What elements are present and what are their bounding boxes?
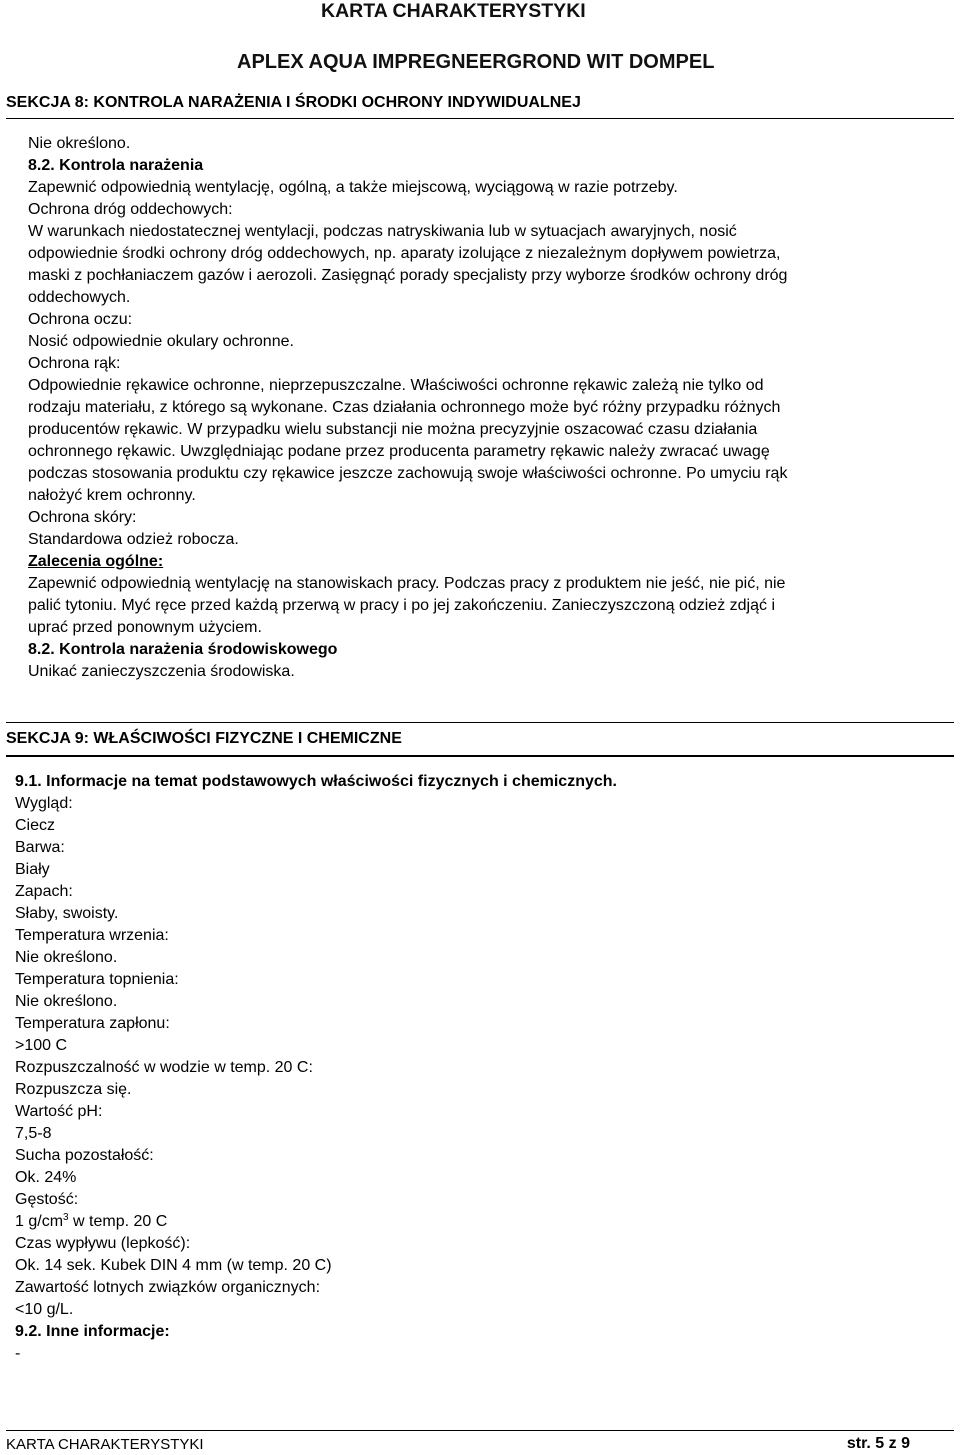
field-value: 7,5-8 xyxy=(15,1125,52,1142)
section-9-top-divider xyxy=(6,722,954,723)
page-number: str. 5 z 9 xyxy=(846,1435,910,1452)
subsection-heading: 9.1. Informacje na temat podstawowych właściwości fizycznych i chemicznych. xyxy=(15,773,617,790)
field-label: Ochrona rąk: xyxy=(28,355,121,372)
section-8-body xyxy=(28,133,950,683)
field-value: Słaby, swoisty. xyxy=(15,905,119,922)
section-8-divider xyxy=(6,118,954,119)
field-label: Temperatura zapłonu: xyxy=(15,1015,170,1032)
document-title: KARTA CHARAKTERYSTYKI xyxy=(321,0,586,22)
subsection-heading: 9.2. Inne informacje: xyxy=(15,1323,170,1340)
section-9-divider xyxy=(6,755,954,757)
text-line: ochronnego rękawic. Uwzględniając podane przez producenta parametry rękawic należy zwracać uwagę xyxy=(28,443,770,460)
field-value: Rozpuszcza się. xyxy=(15,1081,132,1098)
text-line: Standardowa odzież robocza. xyxy=(28,531,239,548)
field-label: Gęstość: xyxy=(15,1191,79,1208)
text-line: Nosić odpowiednie okulary ochronne. xyxy=(28,333,294,350)
density-value: 1 g/cm xyxy=(15,1213,64,1230)
text-line: oddechowych. xyxy=(28,289,131,306)
footer-title: KARTA CHARAKTERYSTYKI xyxy=(6,1436,204,1453)
text-line: Zapewnić odpowiednią wentylację na stanowiskach pracy. Podczas pracy z produktem nie jeść, nie pić, nie xyxy=(28,575,786,592)
field-label: Wygląd: xyxy=(15,795,73,812)
field-value xyxy=(15,1211,935,1233)
field-label: Zapach: xyxy=(15,883,73,900)
text-line: palić tytoniu. Myć ręce przed każdą przerwą w pracy i po jej zakończeniu. Zanieczyszczoną odzież zdjąć i xyxy=(28,597,775,614)
field-value: Nie określono. xyxy=(15,993,118,1010)
field-value: Biały xyxy=(15,861,50,878)
text-line: nałożyć krem ochronny. xyxy=(28,487,196,504)
text-line: Unikać zanieczyszczenia środowiska. xyxy=(28,663,295,680)
field-value: - xyxy=(15,1345,21,1362)
text-line: Zapewnić odpowiednią wentylację, ogólną, a także miejscową, wyciągową w razie potrzeby. xyxy=(28,179,678,196)
density-temperature: w temp. 20 C xyxy=(68,1213,168,1230)
field-value: Ok. 24% xyxy=(15,1169,77,1186)
section-9-body xyxy=(15,771,935,1365)
subsection-heading: Zalecenia ogólne: xyxy=(28,553,164,570)
text-line: uprać przed ponownym użyciem. xyxy=(28,619,262,636)
field-label: Rozpuszczalność w wodzie w temp. 20 C: xyxy=(15,1059,313,1076)
field-label: Ochrona skóry: xyxy=(28,509,137,526)
field-label: Temperatura topnienia: xyxy=(15,971,179,988)
text-line: maski z pochłaniaczem gazów i aerozoli. Zasięgnąć porady specjalisty przy wyborze środków ochrony dróg xyxy=(28,267,788,284)
field-label: Ochrona oczu: xyxy=(28,311,133,328)
field-label: Temperatura wrzenia: xyxy=(15,927,169,944)
footer-divider xyxy=(6,1430,954,1431)
text-line: producentów rękawic. W przypadku wielu substancji nie można precyzyjnie oszacować czasu działania xyxy=(28,421,758,438)
field-label: Wartość pH: xyxy=(15,1103,103,1120)
subsection-heading: 8.2. Kontrola narażenia xyxy=(28,157,204,174)
text-line: podczas stosowania produktu czy rękawice jeszcze zachowują swoje właściwości ochronne. Po umyciu rąk xyxy=(28,465,788,482)
field-label: Ochrona dróg oddechowych: xyxy=(28,201,233,218)
field-label: Czas wypływu (lepkość): xyxy=(15,1235,191,1252)
subsection-heading: 8.2. Kontrola narażenia środowiskowego xyxy=(28,641,338,658)
text-line: Odpowiednie rękawice ochronne, nieprzepuszczalne. Właściwości ochronne rękawic zależą nie tylko od xyxy=(28,377,764,394)
field-label: Barwa: xyxy=(15,839,65,856)
product-name: APLEX AQUA IMPREGNEERGROND WIT DOMPEL xyxy=(237,51,715,73)
field-value: <10 g/L. xyxy=(15,1301,74,1318)
text-line: rodzaju materiału, z którego są wykonane. Czas działania ochronnego może być różny przypadku różnych xyxy=(28,399,781,416)
section-8-heading: SEKCJA 8: KONTROLA NARAŻENIA I ŚRODKI OCHRONY INDYWIDUALNEJ xyxy=(6,94,581,111)
field-value: >100 C xyxy=(15,1037,68,1054)
field-label: Zawartość lotnych związków organicznych: xyxy=(15,1279,321,1296)
text-line: Nie określono. xyxy=(28,135,131,152)
field-label: Sucha pozostałość: xyxy=(15,1147,154,1164)
text-line: W warunkach niedostatecznej wentylacji, podczas natryskiwania lub w sytuacjach awaryjnych, nosić xyxy=(28,223,737,240)
field-value: Ok. 14 sek. Kubek DIN 4 mm (w temp. 20 C) xyxy=(15,1257,332,1274)
density-exponent: 3 xyxy=(63,1212,69,1223)
text-line: odpowiednie środki ochrony dróg oddechowych, np. aparaty izolujące z niezależnym dopływem powietrza, xyxy=(28,245,781,262)
field-value: Nie określono. xyxy=(15,949,118,966)
section-9-heading: SEKCJA 9: WŁAŚCIWOŚCI FIZYCZNE I CHEMICZNE xyxy=(6,730,402,747)
field-value: Ciecz xyxy=(15,817,56,834)
